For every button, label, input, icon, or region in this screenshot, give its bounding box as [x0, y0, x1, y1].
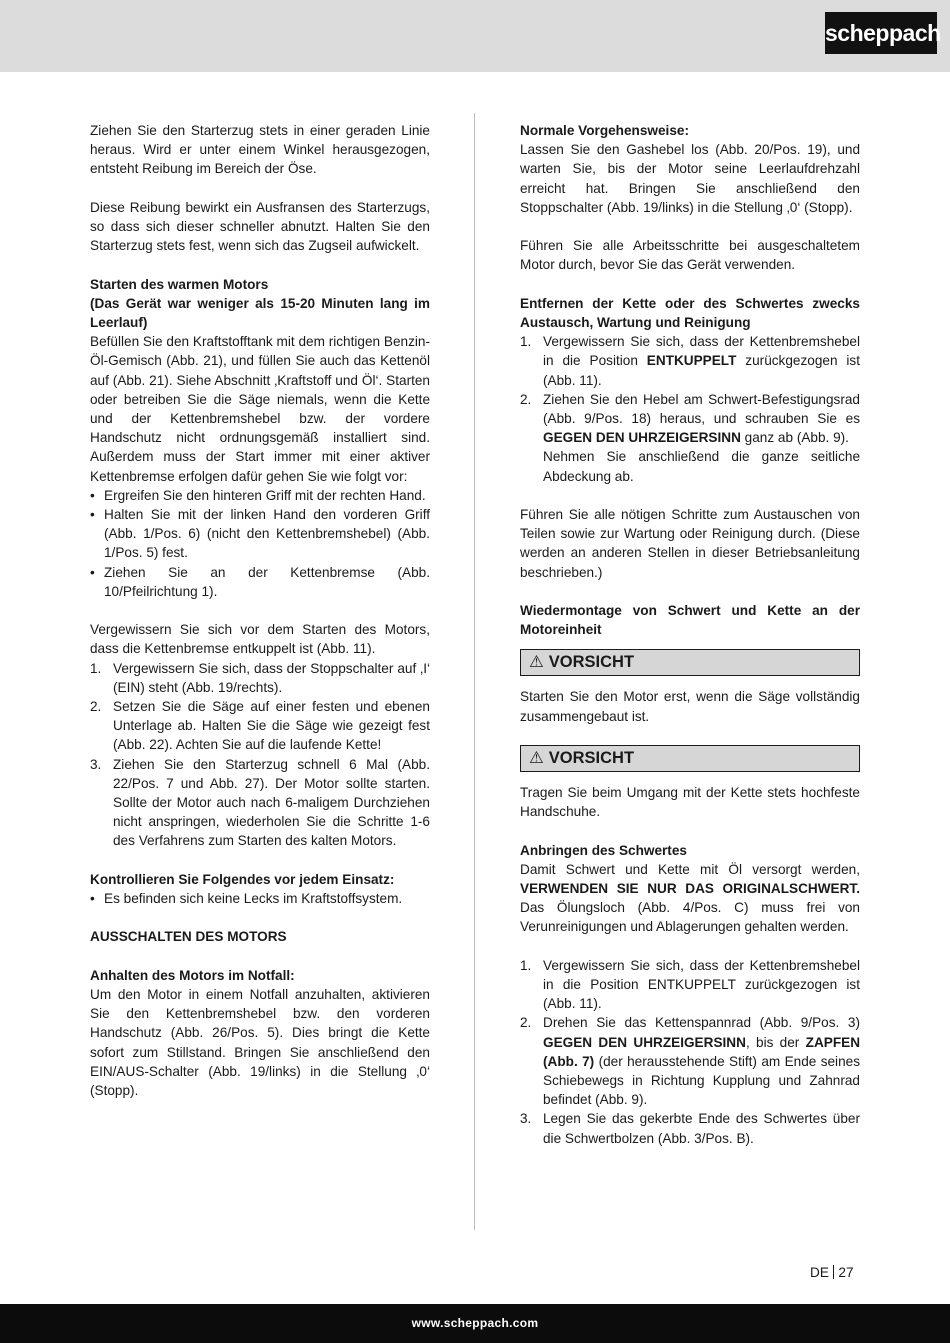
left-column — [90, 121, 430, 1119]
paragraph: Vergewissern Sie sich vor dem Starten des Motors, dass die Kettenbremse entkuppelt ist (Abb. 11). — [90, 622, 430, 657]
list-item: • Halten Sie mit der linken Hand den vorderen Griff (Abb. 1/Pos. 6) (nicht den Kettenbremshebel) (Abb. 1/Pos. 5) fest. — [90, 505, 430, 563]
bullet-list — [90, 889, 430, 908]
section-heading: Normale Vorgehensweise: — [520, 123, 689, 138]
caution-box: ⚠ VORSICHT — [520, 745, 860, 772]
section-subheading: (Das Gerät war weniger als 15-20 Minuten lang im Leerlauf) — [90, 295, 430, 330]
list-item: 1. Vergewissern Sie sich, dass der Stoppschalter auf ‚I‘ (EIN) steht (Abb. 19/rechts). — [90, 660, 430, 695]
list-item: 2. Drehen Sie das Kettenspannrad (Abb. 9/Pos. 3) GEGEN DEN UHRZEIGERSINN, bis der ZAPFEN (Abb. 7) (der herausstehende Stift) am Ende seines Schiebewegs in Richtung Kupplung und Zahnrad befindet (Abb. 9). — [520, 1015, 861, 1108]
section-heading: Anbringen des Schwertes — [520, 842, 687, 858]
numbered-list — [520, 332, 860, 486]
paragraph: Befüllen Sie den Kraftstofftank mit dem richtigen Benzin-Öl-Gemisch (Abb. 21), und füllen Sie auch das Kettenöl auf (Abb. 21). Siehe Abschnitt ‚Kraftstoff und Öl‘. Starten oder betreiben Sie die Säge niemals, wenn die Kette und der Kettenbremshebel bzw. der vordere Handschutz nicht ordnungsgemäß installiert sind. Außerdem muss der Start immer mit einer aktiver Kettenbremse erfolgen dafür gehen Sie wie folgt vor: — [90, 334, 430, 484]
list-item: 2. Setzen Sie die Säge auf einer festen und ebenen Unterlage ab. Halten Sie die Säge wie gezeigt fest (Abb. 22). Achten Sie auf die laufende Kette! — [90, 699, 430, 753]
bullet-list — [90, 486, 430, 601]
section-heading: Anhalten des Motors im Notfall: — [90, 967, 295, 983]
footer-bar — [0, 1304, 950, 1343]
section-heading: AUSSCHALTEN DES MOTORS — [90, 929, 287, 945]
list-item: 2. Ziehen Sie den Hebel am Schwert-Befestigungsrad (Abb. 9/Pos. 18) heraus, und schrauben Sie es GEGEN DEN UHRZEIGERSINN ganz ab (Abb. 9). Nehmen Sie anschließend die ganze seitliche Abdeckung ab. — [520, 391, 860, 484]
section-heading: Kontrollieren Sie Folgendes vor jedem Einsatz: — [90, 871, 395, 887]
brand-logo: scheppach — [825, 12, 937, 54]
list-item: 1. Vergewissern Sie sich, dass der Kettenbremshebel in die Position ENTKUPPELT zurückgezogen ist (Abb. 11). — [520, 957, 860, 1012]
column-divider — [474, 113, 475, 1230]
paragraph: Tragen Sie beim Umgang mit der Kette stets hochfeste Handschuhe. — [520, 785, 860, 820]
right-column — [520, 121, 860, 1167]
header-bar — [0, 0, 950, 72]
list-item: 3. Legen Sie das gekerbte Ende des Schwertes über die Schwertbolzen (Abb. 3/Pos. B). — [520, 1111, 860, 1146]
numbered-list — [520, 956, 860, 1148]
paragraph: Führen Sie alle nötigen Schritte zum Austauschen von Teilen sowie zur Wartung oder Reinigung durch. (Diese werden an anderen Stellen in dieser Betriebsanleitung beschrieben.) — [520, 507, 860, 580]
section-heading: Starten des warmen Motors — [90, 276, 269, 292]
page-number: DE 27 — [810, 1265, 854, 1280]
separator — [833, 1265, 835, 1279]
paragraph: Lassen Sie den Gashebel los (Abb. 20/Pos. 19), und warten Sie, bis der Motor seine Leerlaufdrehzahl erreicht hat. Bringen Sie anschließend den Stoppschalter (Abb. 19/links) in die Stellung ‚0‘ (Stopp). — [520, 142, 860, 215]
paragraph: Starten Sie den Motor erst, wenn die Säge vollständig zusammengebaut ist. — [520, 689, 860, 724]
warning-triangle-icon: ⚠ — [529, 653, 544, 672]
section-heading: Wiedermontage von Schwert und Kette an der Motoreinheit — [520, 603, 860, 638]
list-item: • Es befinden sich keine Lecks im Kraftstoffsystem. — [90, 889, 430, 908]
website-url: www.scheppach.com — [411, 1316, 539, 1330]
list-item: • Ergreifen Sie den hinteren Griff mit der rechten Hand. — [90, 486, 430, 505]
paragraph: Damit Schwert und Kette mit Öl versorgt werden, VERWENDEN SIE NUR DAS ORIGINALSCHWERT. Das Ölungsloch (Abb. 4/Pos. C) muss frei von Verunreinigungen und Ablagerungen gehalten werden. — [520, 861, 860, 935]
list-item: • Ziehen Sie an der Kettenbremse (Abb. 10/Pfeilrichtung 1). — [90, 563, 430, 601]
warning-triangle-icon: ⚠ — [529, 749, 544, 768]
list-item: 1. Vergewissern Sie sich, dass der Kettenbremshebel in die Position ENTKUPPELT zurückgezogen ist (Abb. 11). — [520, 334, 860, 388]
caution-box: ⚠ VORSICHT — [520, 649, 860, 676]
paragraph: Um den Motor in einem Notfall anzuhalten, aktivieren Sie den Kettenbremshebel bzw. den vorderen Handschutz (Abb. 26/Pos. 5). Dies bringt die Kette sofort zum Stillstand. Bringen Sie anschließend den EIN/AUS-Schalter (Abb. 19/links) in die Stellung ‚0‘ (Stopp). — [90, 987, 430, 1099]
section-heading: Entfernen der Kette oder des Schwertes zwecks Austausch, Wartung und Reinigung — [520, 295, 860, 330]
paragraph: Ziehen Sie den Starterzug stets in einer geraden Linie heraus. Wird er unter einem Winkel herausgezogen, entsteht Reibung im Bereich der Öse. — [90, 123, 430, 177]
numbered-list — [90, 659, 430, 851]
paragraph: Führen Sie alle Arbeitsschritte bei ausgeschaltetem Motor durch, bevor Sie das Gerät verwenden. — [520, 238, 860, 273]
paragraph: Diese Reibung bewirkt ein Ausfransen des Starterzugs, so dass sich dieser schneller abnutzt. Halten Sie den Starterzug stets fest, wenn sich das Zugseil aufwickelt. — [90, 199, 430, 254]
list-item: 3. Ziehen Sie den Starterzug schnell 6 Mal (Abb. 22/Pos. 7 und Abb. 27). Der Motor sollte starten. Sollte der Motor auch nach 6-maligem Durchziehen nicht anspringen, wiederholen Sie die Schritte 1-6 des Verfahrens zum Starten des kalten Motors. — [90, 756, 430, 849]
